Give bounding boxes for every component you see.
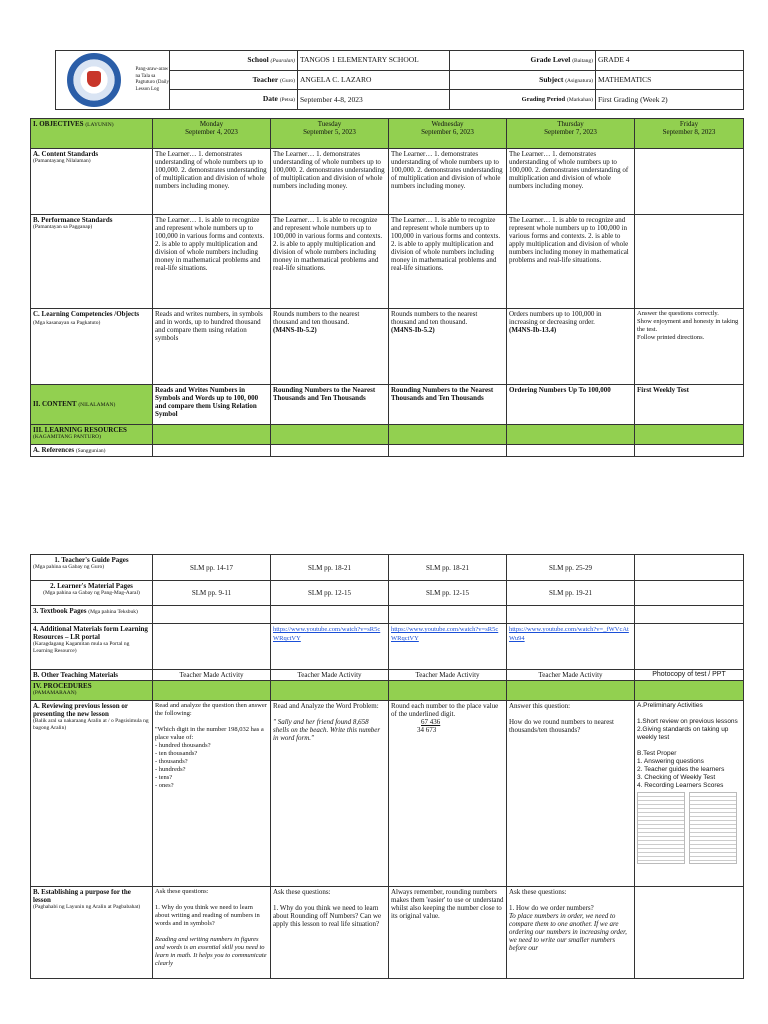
- subject-value: MATHEMATICS: [596, 70, 744, 90]
- content-standards-label: A. Content Standards (Pamantayang Nilalaman): [31, 149, 153, 215]
- school-label: School (Paaralan): [170, 51, 298, 71]
- purpose-monday: Ask these questions: 1. Why do you think we need to learn about writing and reading of numbers in words and in symbols? Reading and writing numbers in figures and words is an essential skill you need to learn in math. It helps you to communicate clearly: [153, 887, 271, 979]
- textbook-label: 3. Textbook Pages (Mga pahina Teksbuk): [31, 606, 153, 624]
- day-monday: Monday September 4, 2023: [153, 119, 271, 149]
- grade-value: GRADE 4: [596, 51, 744, 71]
- purpose-tuesday: Ask these questions: 1. Why do you think we need to learn about Rounding off Numbers? Can we apply this lesson to real life situation?: [271, 887, 389, 979]
- content-monday: Reads and Writes Numbers in Symbols and Words up to 100, 000 and compare them Using Relation Symbol: [153, 385, 271, 425]
- purpose-wednesday: Always remember, rounding numbers makes them 'easier' to use or understand whilst also keeping the number close to its original value.: [389, 887, 507, 979]
- review-tuesday: Read and Analyze the Word Problem: " Sally and her friend found 8,658 shells on the beach. Write this number in word form.": [271, 701, 389, 887]
- review-friday: A.Preliminary Activities 1.Short review on previous lessons 2.Giving standards on taking up weekly test B.Test Proper 1. Answering questions 2. Teacher guides the learners 3. Checking of Weekly Test 4. Recording Learners Scores: [635, 701, 744, 887]
- teachers-guide-friday: [635, 555, 744, 581]
- learners-material-friday: [635, 581, 744, 606]
- purpose-thursday: Ask these questions: 1. How do we order numbers? To place numbers in order, we need to compare them to one another. If we are ordering our numbers in increasing order, we need to write our smaller numbers before our: [507, 887, 635, 979]
- purpose-label: B. Establishing a purpose for the lesson (Paghahabi ng Layunin ng Aralin at Pagbabahat): [31, 887, 153, 979]
- additional-link-wednesday[interactable]: https://www.youtube.com/watch?v=sR5cWRqctVY: [391, 626, 499, 642]
- day-thursday: Thursday September 7, 2023: [507, 119, 635, 149]
- review-thursday: Answer this question: How do we round numbers to nearest thousands/ten thousands?: [507, 701, 635, 887]
- review-wednesday: Round each number to the place value of the underlined digit. 67 436 34 673: [389, 701, 507, 887]
- test-paper-icon: [637, 792, 685, 864]
- date-value: September 4-8, 2023: [298, 90, 450, 110]
- competencies-thursday: Orders numbers up to 100,000 in increasing or decreasing order. (M4NS-Ib-13.4): [507, 309, 635, 385]
- learners-material-label: 2. Learner's Material Pages (Mga pahina sa Gabay ng Pang-Mag-Aaral): [31, 581, 153, 606]
- teachers-guide-monday: SLM pp. 14-17: [153, 555, 271, 581]
- content-standards-thursday: The Learner… 1. demonstrates understanding of whole numbers up to 100,000. 2. demonstrates understanding of multiplication and division of whole numbers including money.: [507, 149, 635, 215]
- references-label: A. References (Sanggunian): [31, 445, 153, 457]
- teachers-guide-label: 1. Teacher's Guide Pages (Mga pahina sa Gabay ng Guro): [31, 555, 153, 581]
- teacher-label: Teacher (Guro): [170, 70, 298, 90]
- performance-standards-friday: [635, 215, 744, 309]
- dll-title: Pang-araw-araw na Tala sa Pagtuturo (Daily Lesson Log: [135, 67, 169, 92]
- header-table: [55, 50, 744, 110]
- teachers-guide-tuesday: SLM pp. 18-21: [271, 555, 389, 581]
- performance-standards-label: B. Performance Standards (Pamantayan sa Pagganap): [31, 215, 153, 309]
- procedures-table: [30, 554, 744, 979]
- content-label: II. CONTENT (NILALAMAN): [31, 385, 153, 425]
- other-materials-tuesday: Teacher Made Activity: [271, 670, 389, 681]
- content-tuesday: Rounding Numbers to the Nearest Thousands and Ten Thousands: [271, 385, 389, 425]
- content-standards-tuesday: The Learner… 1. demonstrates understanding of whole numbers up to 100,000. 2. demonstrates understanding of multiplication and division of whole numbers including money.: [271, 149, 389, 215]
- performance-standards-wednesday: The Learner… 1. is able to recognize and represent whole numbers up to 100,000 in various forms and contexts. 2. is able to apply multiplication and division of whole numbers including money in mathematical problems and real-life situations.: [389, 215, 507, 309]
- other-materials-thursday: Teacher Made Activity: [507, 670, 635, 681]
- learners-material-wednesday: SLM pp. 12-15: [389, 581, 507, 606]
- grade-label: Grade Level (Baitang): [450, 51, 596, 71]
- purpose-friday: [635, 887, 744, 979]
- other-materials-friday: Photocopy of test / PPT: [635, 670, 744, 681]
- competencies-monday: Reads and writes numbers, in symbols and in words, up to hundred thousand and compare them using relation symbols: [153, 309, 271, 385]
- school-value: TANGOS 1 ELEMENTARY SCHOOL: [298, 51, 450, 71]
- learners-material-tuesday: SLM pp. 12-15: [271, 581, 389, 606]
- deped-seal-icon: [67, 53, 121, 107]
- period-label: Grading Period (Markahan): [450, 90, 596, 110]
- additional-materials-label: 4. Additional Materials form Learning Resources – LR portal (Karagdagang Kagamitan mula sa Portal ng Learning Resource): [31, 624, 153, 670]
- content-standards-wednesday: The Learner… 1. demonstrates understanding of whole numbers up to 100,000. 2. demonstrates understanding of multiplication and division of whole numbers including money.: [389, 149, 507, 215]
- day-friday: Friday September 8, 2023: [635, 119, 744, 149]
- other-materials-wednesday: Teacher Made Activity: [389, 670, 507, 681]
- period-value: First Grading (Week 2): [596, 90, 744, 110]
- review-label: A. Reviewing previous lesson or presenting the new lesson (Balik aral sa nakaraang Aralin at / o Pagsisimula ng bagong Aralin): [31, 701, 153, 887]
- test-paper-thumbnails: [637, 792, 741, 864]
- day-wednesday: Wednesday September 6, 2023: [389, 119, 507, 149]
- objectives-table: [30, 118, 744, 457]
- competencies-friday: Answer the questions correctly. Show enjoyment and honesty in taking the test. Follow printed directions.: [635, 309, 744, 385]
- resources-label: III. LEARNING RESOURCES (KAGAMITANG PANTURO): [31, 425, 153, 445]
- additional-link-tuesday[interactable]: https://www.youtube.com/watch?v=sR5cWRqctVY: [273, 626, 381, 642]
- teachers-guide-wednesday: SLM pp. 18-21: [389, 555, 507, 581]
- day-tuesday: Tuesday September 5, 2023: [271, 119, 389, 149]
- content-standards-monday: The Learner… 1. demonstrates understanding of whole numbers up to 100,000. 2. demonstrates understanding of multiplication and division of whole numbers including money.: [153, 149, 271, 215]
- performance-standards-tuesday: The Learner… 1. is able to recognize and represent whole numbers up to 100,000 in various forms and contexts. 2. is able to apply multiplication and division of whole numbers including money in mathematical problems and real-life situations.: [271, 215, 389, 309]
- teacher-value: ANGELA C. LAZARO: [298, 70, 450, 90]
- procedures-label: IV. PROCEDURES (PAMAMARAAN): [31, 681, 153, 701]
- additional-link-thursday[interactable]: https://www.youtube.com/watch?v=_fWVcAtWu94: [509, 626, 629, 642]
- content-standards-friday: [635, 149, 744, 215]
- objectives-label: I. OBJECTIVES (LAYUNIN): [31, 119, 153, 149]
- teachers-guide-thursday: SLM pp. 25-29: [507, 555, 635, 581]
- performance-standards-monday: The Learner… 1. is able to recognize and represent whole numbers up to 100,000 in various forms and contexts. 2. is able to apply multiplication and division of whole numbers including money in mathematical problems and real-life situations.: [153, 215, 271, 309]
- learners-material-thursday: SLM pp. 19-21: [507, 581, 635, 606]
- test-paper-icon: [689, 792, 737, 864]
- review-monday: Read and analyze the question then answer the following: "Which digit in the number 198,032 has a place value of: - hundred thousands? - ten thousands? - thousands? - hundreds? - tens? - ones?: [153, 701, 271, 887]
- date-label: Date (Petsa): [170, 90, 298, 110]
- other-materials-monday: Teacher Made Activity: [153, 670, 271, 681]
- competencies-label: C. Learning Competencies /Objects (Mga kasanayan sa Pagkatuto): [31, 309, 153, 385]
- competencies-tuesday: Rounds numbers to the nearest thousand and ten thousand. (M4NS-Ib-5.2): [271, 309, 389, 385]
- content-friday: First Weekly Test: [635, 385, 744, 425]
- learners-material-monday: SLM pp. 9-11: [153, 581, 271, 606]
- performance-standards-thursday: The Learner… 1. is able to recognize and represent whole numbers up to 100,000 in various forms and contexts. 2. is able to apply multiplication and division of whole numbers including money in mathematical problems and real-life situations.: [507, 215, 635, 309]
- competencies-wednesday: Rounds numbers to the nearest thousand and ten thousand. (M4NS-Ib-5.2): [389, 309, 507, 385]
- content-thursday: Ordering Numbers Up To 100,000: [507, 385, 635, 425]
- content-wednesday: Rounding Numbers to the Nearest Thousands and Ten Thousands: [389, 385, 507, 425]
- subject-label: Subject (Asignatura): [450, 70, 596, 90]
- other-materials-label: B. Other Teaching Materials: [31, 670, 153, 681]
